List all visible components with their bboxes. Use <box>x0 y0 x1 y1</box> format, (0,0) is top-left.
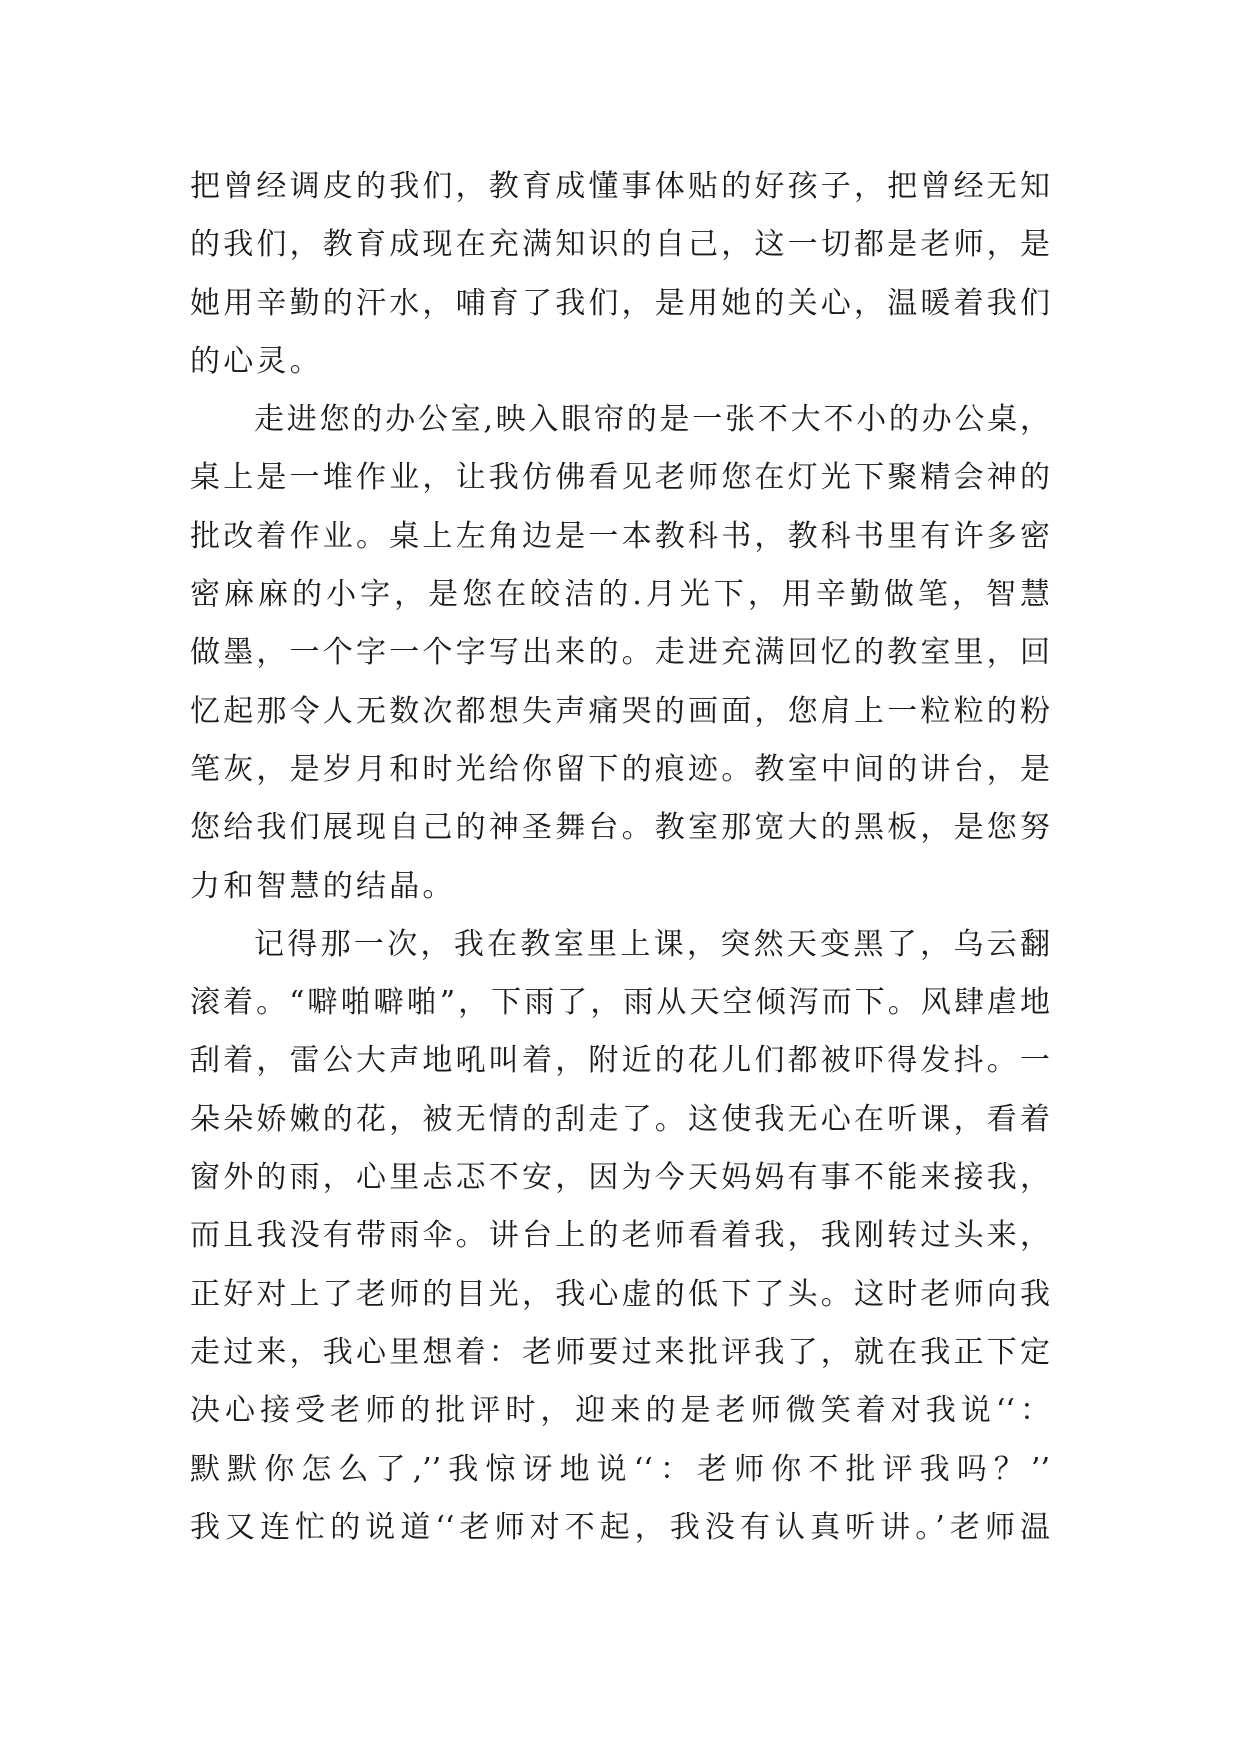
text-line: 您给我们展现自己的神圣舞台。教室那宽大的黑板，是您努 <box>190 810 1050 846</box>
text-line: 窗外的雨，心里忐忑不安，因为今天妈妈有事不能来接我， <box>190 1160 1050 1196</box>
text-line: 我又连忙的说道‘‘老师对不起，我没有认真听讲。’老师温 <box>190 1509 1050 1545</box>
text-line: 的心灵。 <box>190 343 323 379</box>
text-line: 密麻麻的小字，是您在皎洁的.月光下，用辛勤做笔，智慧 <box>190 577 1050 613</box>
text-line: 滚着。“噼啪噼啪”，下雨了，雨从天空倾泻而下。风肆虐地 <box>190 985 1050 1021</box>
body-text <box>190 158 1050 1557</box>
text-line: 记得那一次，我在教室里上课，突然天变黑了，乌云翻 <box>254 926 1050 962</box>
text-line: 批改着作业。桌上左角边是一本教科书，教科书里有许多密 <box>190 518 1050 554</box>
text-line: 做墨，一个字一个字写出来的。走进充满回忆的教室里，回 <box>190 635 1050 671</box>
text-line: 忆起那令人无数次都想失声痛哭的画面，您肩上一粒粒的粉 <box>190 693 1050 729</box>
text-line: 力和智慧的结晶。 <box>190 868 456 904</box>
text-line: 她用辛勤的汗水，哺育了我们，是用她的关心，温暖着我们 <box>190 285 1050 321</box>
text-line: 决心接受老师的批评时，迎来的是老师微笑着对我说‘‘： <box>190 1393 1050 1429</box>
text-line: 走过来，我心里想着：老师要过来批评我了，就在我正下定 <box>190 1334 1050 1370</box>
text-line: 把曾经调皮的我们，教育成懂事体贴的好孩子，把曾经无知 <box>190 169 1050 204</box>
text-line: 默默你怎么了,’’我惊讶地说‘‘：老师你不批评我吗？’’ <box>190 1451 1050 1487</box>
text-line: 的我们，教育成现在充满知识的自己，这一切都是老师，是 <box>190 227 1050 263</box>
text-line: 刮着，雷公大声地吼叫着，附近的花儿们都被吓得发抖。一 <box>190 1043 1050 1079</box>
text-line: 笔灰，是岁月和时光给你留下的痕迹。教室中间的讲台，是 <box>190 751 1050 787</box>
text-line: 正好对上了老师的目光，我心虚的低下了头。这时老师向我 <box>190 1276 1050 1312</box>
text-line: 朵朵娇嫩的花，被无情的刮走了。这使我无心在听课，看着 <box>190 1101 1050 1137</box>
text-line: 而且我没有带雨伞。讲台上的老师看着我，我刚转过头来， <box>190 1218 1050 1254</box>
text-line: 走进您的办公室,映入眼帘的是一张不大不小的办公桌， <box>254 402 1050 438</box>
text-line: 桌上是一堆作业，让我仿佛看见老师您在灯光下聚精会神的 <box>190 460 1050 496</box>
